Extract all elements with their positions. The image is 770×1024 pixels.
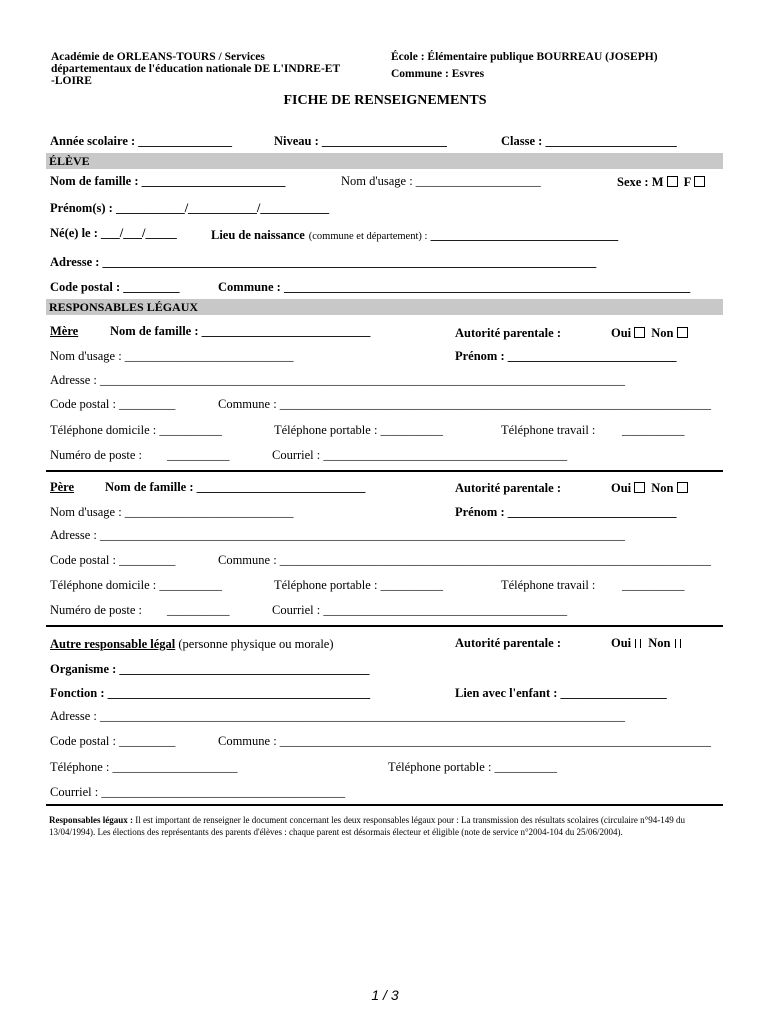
mere-autorite-group — [611, 326, 691, 341]
mere-adresse-field[interactable]: Adresse : ____________________________________________________________________________________ — [50, 373, 625, 387]
pere-autorite-label: Autorité parentale : — [455, 481, 561, 495]
sexe-m-checkbox[interactable] — [667, 176, 678, 187]
niveau-field[interactable]: Niveau : ____________________ — [274, 134, 447, 148]
lieu-paren: (commune et département) : — [308, 231, 428, 242]
mere-courriel-field[interactable]: Courriel : _______________________________________ — [272, 448, 568, 462]
eleve-cp-field[interactable]: Code postal : _________ — [50, 280, 180, 294]
autre-oui-checkbox[interactable] — [635, 639, 636, 648]
page-title: FICHE DE RENSEIGNEMENTS — [283, 93, 487, 108]
mere-tel-domicile-field[interactable]: Téléphone domicile : __________ — [50, 423, 222, 437]
note-text: Il est important de renseigner le document concernant les deux responsables légaux pour : La transmission des résultats scolaires (circulaire n°94-149 du 13/04/1994). Les élections des représentants des parents d'élèves : chaque parent est désormais électeur et éligible (note de service n°2004-104 du 25/06/2004). — [49, 815, 685, 837]
pere-cp-field[interactable]: Code postal : _________ — [50, 553, 176, 567]
mere-poste-label: Numéro de poste : — [50, 448, 142, 462]
pere-autorite-group — [611, 481, 691, 496]
academy-line-3: -LOIRE — [51, 75, 92, 87]
autre-label-group — [50, 635, 334, 653]
mere-prenom-field[interactable]: Prénom : ___________________________ — [455, 349, 677, 363]
sexe-f-label: F — [683, 175, 692, 189]
section-divider — [46, 625, 723, 627]
academy-line-1: Académie de ORLEANS-TOURS / Services — [51, 51, 265, 63]
autre-oui-checkbox-edge — [640, 639, 641, 648]
sexe-group — [617, 175, 708, 190]
autre-tel-field[interactable]: Téléphone : ____________________ — [50, 760, 238, 774]
pere-oui-checkbox[interactable] — [634, 482, 645, 493]
autre-label-paren: (personne physique ou morale) — [175, 637, 334, 651]
section-divider — [46, 804, 723, 806]
note-title: Responsables légaux : — [49, 815, 134, 825]
autre-non-checkbox-edge — [680, 639, 681, 648]
autre-autorite-label: Autorité parentale : — [455, 636, 561, 650]
pere-oui-label: Oui — [611, 481, 632, 495]
eleve-section-band — [46, 153, 723, 169]
autre-tel-portable-field[interactable]: Téléphone portable : __________ — [388, 760, 558, 774]
annee-scolaire-field[interactable]: Année scolaire : _______________ — [50, 134, 233, 148]
eleve-section-title: ÉLÈVE — [49, 154, 90, 168]
pere-label: Père — [50, 480, 75, 494]
eleve-nom-field[interactable]: Nom de famille : _______________________ — [50, 174, 286, 188]
pere-usage-field[interactable]: Nom d'usage : ___________________________ — [50, 505, 294, 519]
mere-tel-portable-field[interactable]: Téléphone portable : __________ — [274, 423, 444, 437]
pere-adresse-field[interactable]: Adresse : ____________________________________________________________________________________ — [50, 528, 625, 542]
autre-commune-field[interactable]: Commune : _____________________________________________________________________ — [218, 734, 712, 748]
section-divider — [46, 470, 723, 472]
school-commune: Commune : Esvres — [391, 68, 485, 80]
pere-poste-label: Numéro de poste : — [50, 603, 142, 617]
pere-poste-field[interactable]: __________ — [167, 603, 230, 617]
academy-line-2: départementaux de l'éducation nationale DE L'INDRE-ET — [51, 63, 341, 75]
pere-courriel-field[interactable]: Courriel : _______________________________________ — [272, 603, 568, 617]
responsables-note — [49, 815, 719, 838]
lieu-naissance-field[interactable] — [211, 226, 618, 244]
autre-courriel-field[interactable]: Courriel : _______________________________________ — [50, 785, 346, 799]
autre-non-label: Non — [648, 636, 671, 650]
pere-tel-travail-label: Téléphone travail : — [501, 578, 596, 592]
pere-non-label: Non — [651, 481, 674, 495]
mere-usage-field[interactable]: Nom d'usage : ___________________________ — [50, 349, 294, 363]
mere-cp-field[interactable]: Code postal : _________ — [50, 397, 176, 411]
autre-organisme-field[interactable]: Organisme : ________________________________________ — [50, 662, 370, 676]
eleve-adresse-field[interactable]: Adresse : _______________________________________________________________________________ — [50, 255, 597, 269]
pere-non-checkbox[interactable] — [677, 482, 688, 493]
lieu-line: ______________________________ — [427, 228, 619, 242]
mere-tel-travail-field[interactable]: __________ — [622, 423, 685, 437]
mere-oui-label: Oui — [611, 326, 632, 340]
mere-non-label: Non — [651, 326, 674, 340]
pere-nom-field[interactable]: Nom de famille : ___________________________ — [105, 480, 366, 494]
page-number: 1 / 3 — [371, 987, 399, 1003]
responsables-section-band — [46, 299, 723, 315]
mere-label: Mère — [50, 324, 79, 338]
eleve-commune-field[interactable]: Commune : _________________________________________________________________ — [218, 280, 691, 294]
sexe-f-checkbox[interactable] — [694, 176, 705, 187]
school-name: École : Élémentaire publique BOURREAU (JOSEPH) — [391, 51, 658, 63]
sexe-label: Sexe : M — [617, 175, 664, 189]
eleve-prenom-field[interactable]: Prénom(s) : ___________/___________/___________ — [50, 201, 330, 215]
responsables-section-title: RESPONSABLES LÉGAUX — [49, 300, 199, 314]
classe-field[interactable]: Classe : _____________________ — [501, 134, 677, 148]
pere-prenom-field[interactable]: Prénom : ___________________________ — [455, 505, 677, 519]
mere-tel-travail-label: Téléphone travail : — [501, 423, 596, 437]
pere-commune-field[interactable]: Commune : _____________________________________________________________________ — [218, 553, 712, 567]
eleve-ne-field[interactable]: Né(e) le : ___/___/_____ — [50, 226, 177, 240]
pere-tel-portable-field[interactable]: Téléphone portable : __________ — [274, 578, 444, 592]
autre-adresse-field[interactable]: Adresse : ____________________________________________________________________________________ — [50, 709, 625, 723]
mere-non-checkbox[interactable] — [677, 327, 688, 338]
pere-tel-travail-field[interactable]: __________ — [622, 578, 685, 592]
mere-oui-checkbox[interactable] — [634, 327, 645, 338]
mere-commune-field[interactable]: Commune : _____________________________________________________________________ — [218, 397, 712, 411]
autre-lien-field[interactable]: Lien avec l'enfant : _________________ — [455, 686, 667, 700]
autre-fonction-field[interactable]: Fonction : __________________________________________ — [50, 686, 371, 700]
mere-nom-field[interactable]: Nom de famille : ___________________________ — [110, 324, 371, 338]
mere-poste-field[interactable]: __________ — [167, 448, 230, 462]
eleve-usage-field[interactable]: Nom d'usage : ____________________ — [341, 174, 541, 188]
autre-autorite-group — [611, 636, 685, 651]
lieu-label: Lieu de naissance — [211, 228, 305, 242]
autre-oui-label: Oui — [611, 636, 632, 650]
autre-non-checkbox[interactable] — [675, 639, 676, 648]
pere-tel-domicile-field[interactable]: Téléphone domicile : __________ — [50, 578, 222, 592]
autre-cp-field[interactable]: Code postal : _________ — [50, 734, 176, 748]
autre-label: Autre responsable légal — [50, 637, 176, 651]
mere-autorite-label: Autorité parentale : — [455, 326, 561, 340]
